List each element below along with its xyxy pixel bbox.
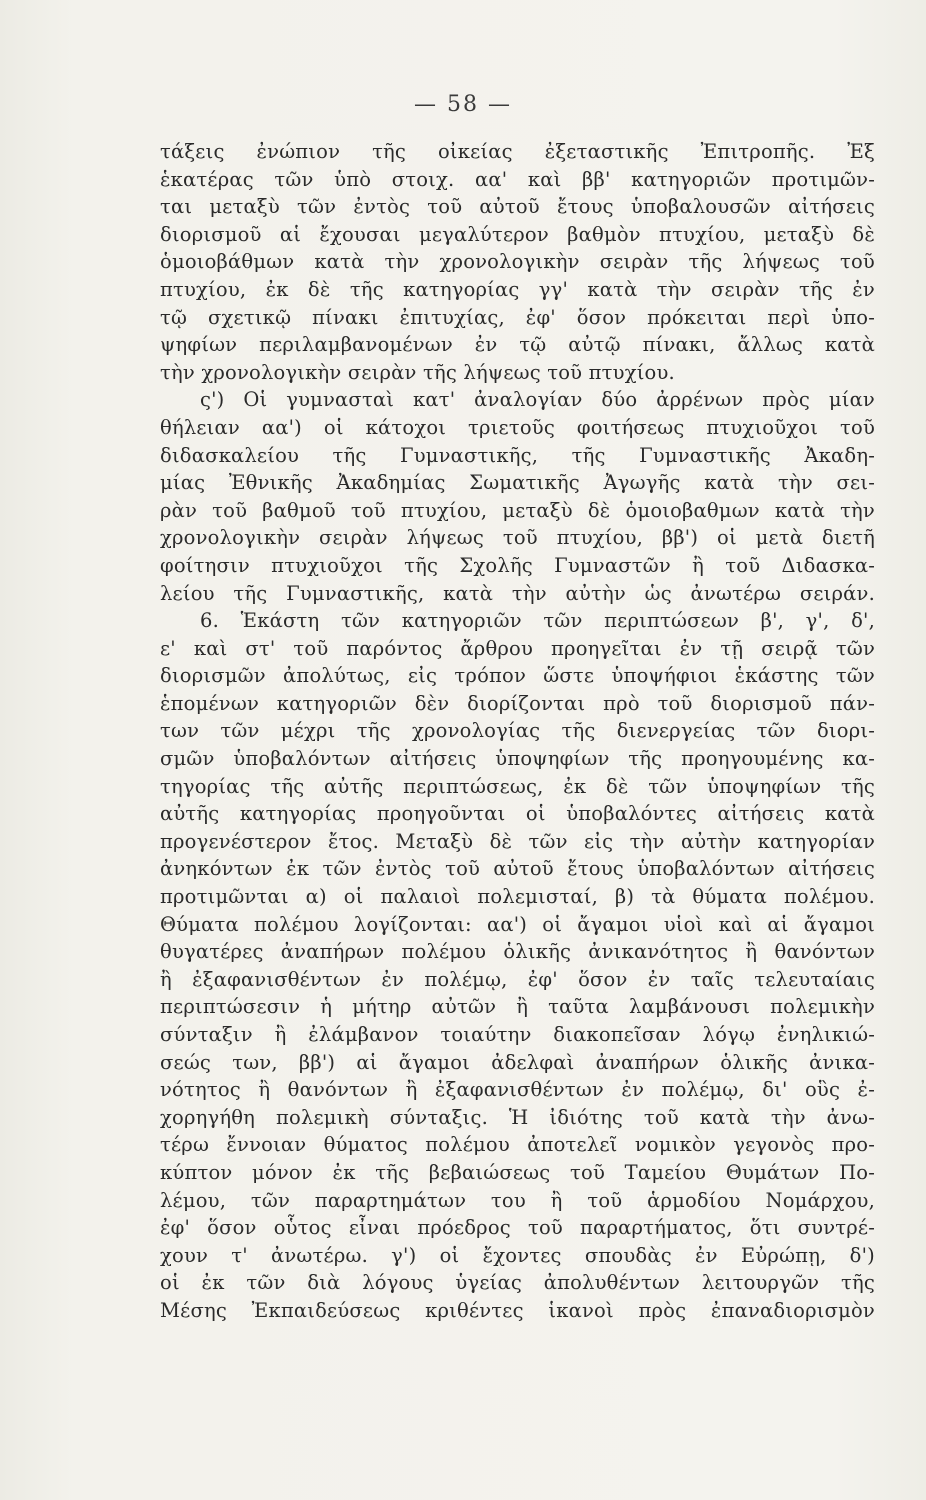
text-line: ψηφίων περιλαμβανομένων ἐν τῷ αὐτῷ πίνακι, ἄλλως κατὰ xyxy=(160,333,875,357)
text-line: διδασκαλείου τῆς Γυμναστικῆς, τῆς Γυμναστικῆς Ἀκαδη- xyxy=(160,443,875,467)
text-line: πτυχίου, ἐκ δὲ τῆς κατηγορίας γγ' κατὰ τὴν σειρὰν τῆς ἐν xyxy=(160,277,875,301)
text-line: φοίτησιν πτυχιοῦχοι τῆς Σχολῆς Γυμναστῶν ἢ τοῦ Διδασκα- xyxy=(160,553,875,577)
text-line: ἀνηκόντων ἐκ τῶν ἐντὸς τοῦ αὐτοῦ ἔτους ὑποβαλόντων αἰτήσεις xyxy=(160,857,875,881)
text-line: διορισμῶν ἀπολύτως, εἰς τρόπον ὥστε ὑποψήφιοι ἑκάστης τῶν xyxy=(160,664,875,688)
text-line: τηγορίας τῆς αὐτῆς περιπτώσεως, ἐκ δὲ τῶν ὑποψηφίων τῆς xyxy=(160,774,875,798)
text-line: διορισμοῦ αἱ ἔχουσαι μεγαλύτερον βαθμὸν πτυχίου, μεταξὺ δὲ xyxy=(160,222,875,246)
text-line: οἱ ἐκ τῶν διὰ λόγους ὑγείας ἀπολυθέντων λειτουργῶν τῆς xyxy=(160,1271,875,1295)
text-line: κύπτον μόνον ἐκ τῆς βεβαιώσεως τοῦ Ταμείου Θυμάτων Πο- xyxy=(160,1160,875,1184)
page-number: — 58 — xyxy=(414,92,512,117)
text-line: τὴν χρονολογικὴν σειρὰν τῆς λήψεως τοῦ πτυχίου. xyxy=(160,360,675,384)
text-line: Μέσης Ἐκπαιδεύσεως κριθέντες ἱκανοὶ πρὸς ἐπαναδιορισμὸν xyxy=(160,1298,875,1322)
text-line: θήλειαν αα') οἱ κάτοχοι τριετοῦς φοιτήσεως πτυχιοῦχοι τοῦ xyxy=(160,415,875,439)
body-text xyxy=(160,138,875,1325)
text-line: των τῶν μέχρι τῆς χρονολογίας τῆς διενεργείας τῶν διορι- xyxy=(160,719,875,743)
text-line: 6. Ἑκάστη τῶν κατηγοριῶν τῶν περιπτώσεων β', γ', δ', xyxy=(200,609,875,633)
text-line: σμῶν ὑποβαλόντων αἰτήσεις ὑποψηφίων τῆς προηγουμένης κα- xyxy=(160,747,875,771)
text-line: νότητος ἢ θανόντων ἢ ἐξαφανισθέντων ἐν πολέμῳ, δι' οὓς ἐ- xyxy=(160,1078,875,1102)
text-line: ς') Οἱ γυμνασταὶ κατ' ἀναλογίαν δύο ἀρρένων πρὸς μίαν xyxy=(200,388,875,412)
text-line: τέρω ἔννοιαν θύματος πολέμου ἀποτελεῖ νομικὸν γεγονὸς προ- xyxy=(160,1133,875,1157)
text-line: λείου τῆς Γυμναστικῆς, κατὰ τὴν αὐτὴν ὡς ἀνωτέρω σειράν. xyxy=(160,581,875,605)
text-line: ἐφ' ὅσον οὗτος εἶναι πρόεδρος τοῦ παραρτήματος, ὅτι συντρέ- xyxy=(160,1216,875,1240)
text-line: ται μεταξὺ τῶν ἐντὸς τοῦ αὐτοῦ ἔτους ὑποβαλουσῶν αἰτήσεις xyxy=(160,195,875,219)
text-line: ὁμοιοβάθμων κατὰ τὴν χρονολογικὴν σειρὰν τῆς λήψεως τοῦ xyxy=(160,250,875,274)
text-line: χορηγήθη πολεμικὴ σύνταξις. Ἡ ἰδιότης τοῦ κατὰ τὴν ἀνω- xyxy=(160,1105,875,1129)
text-line: αὐτῆς κατηγορίας προηγοῦνται οἱ ὑποβαλόντες αἰτήσεις κατὰ xyxy=(160,802,875,826)
text-line: μίας Ἐθνικῆς Ἀκαδημίας Σωματικῆς Ἀγωγῆς κατὰ τὴν σει- xyxy=(160,471,875,495)
text-line: θυγατέρες ἀναπήρων πολέμου ὁλικῆς ἀνικανότητος ἢ θανόντων xyxy=(160,940,875,964)
text-line: τάξεις ἐνώπιον τῆς οἰκείας ἐξεταστικῆς Ἐπιτροπῆς. Ἐξ xyxy=(160,140,875,163)
text-line: Θύματα πολέμου λογίζονται: αα') οἱ ἄγαμοι υἱοὶ καὶ αἱ ἄγαμοι xyxy=(160,912,875,936)
text-line: σεώς των, ββ') αἱ ἄγαμοι ἀδελφαὶ ἀναπήρων ὁλικῆς ἀνικα- xyxy=(160,1050,875,1074)
text-line: σύνταξιν ἢ ἐλάμβανον τοιαύτην διακοπεῖσαν λόγῳ ἐνηλικιώ- xyxy=(160,1023,875,1046)
text-line: περιπτώσεσιν ἡ μήτηρ αὐτῶν ἢ ταῦτα λαμβάνουσι πολεμικὴν xyxy=(160,995,875,1019)
text-line: ἢ ἐξαφανισθέντων ἐν πολέμῳ, ἐφ' ὅσον ἐν ταῖς τελευταίαις xyxy=(160,967,875,991)
text-line: χρονολογικὴν σειρὰν λήψεως τοῦ πτυχίου, ββ') οἱ μετὰ διετῆ xyxy=(160,526,875,550)
text-line: προτιμῶνται α) οἱ παλαιοὶ πολεμισταί, β) τὰ θύματα πολέμου. xyxy=(160,885,875,909)
text-line: τῷ σχετικῷ πίνακι ἐπιτυχίας, ἐφ' ὅσον πρόκειται περὶ ὑπο- xyxy=(160,305,875,329)
text-line: ἑπομένων κατηγοριῶν δὲν διορίζονται πρὸ τοῦ διορισμοῦ πάν- xyxy=(160,691,875,715)
text-line: ρὰν τοῦ βαθμοῦ τοῦ πτυχίου, μεταξὺ δὲ ὁμοιοβαθμων κατὰ τὴν xyxy=(160,498,875,522)
text-line: προγενέστερον ἔτος. Μεταξὺ δὲ τῶν εἰς τὴν αὐτὴν κατηγορίαν xyxy=(160,829,875,853)
text-line: ἑκατέρας τῶν ὑπὸ στοιχ. αα' καὶ ββ' κατηγοριῶν προτιμῶν- xyxy=(160,167,875,191)
text-line: ε' καὶ στ' τοῦ παρόντος ἄρθρου προηγεῖται ἐν τῇ σειρᾷ τῶν xyxy=(160,636,875,660)
text-line: χουν τ' ἀνωτέρω. γ') οἱ ἔχοντες σπουδὰς ἐν Εὐρώπῃ, δ') xyxy=(160,1243,875,1267)
text-line: λέμου, τῶν παραρτημάτων του ἢ τοῦ ἁρμοδίου Νομάρχου, xyxy=(160,1188,875,1212)
